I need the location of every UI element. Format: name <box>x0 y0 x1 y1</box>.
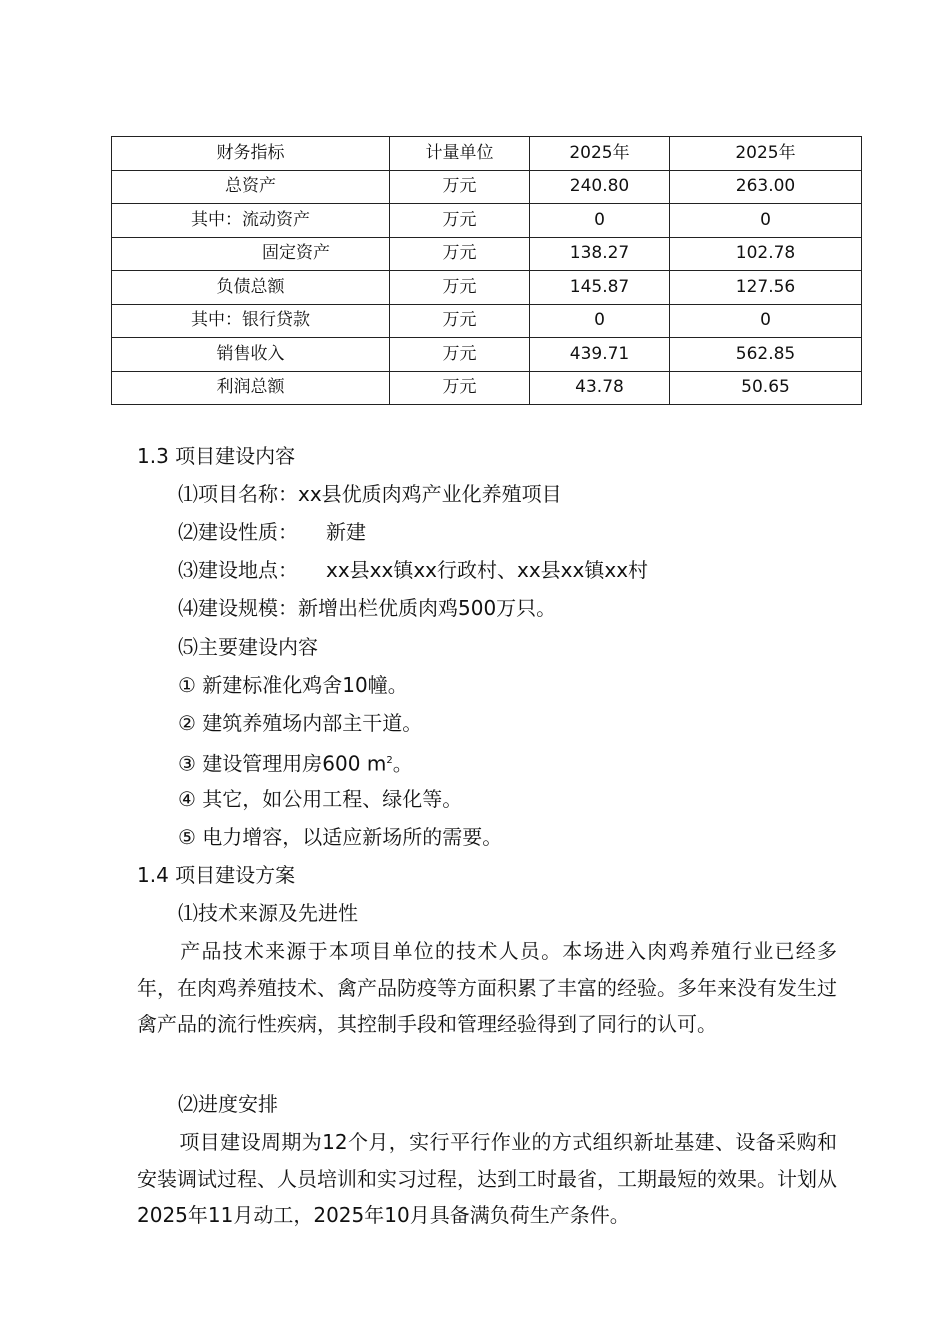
content-item-4: ④ 其它，如公用工程、绿化等。 <box>178 787 463 811</box>
main-content-heading: ⑸主要建设内容 <box>178 635 318 659</box>
content-item-3-end: 。 <box>392 751 413 776</box>
project-name-line: ⑴项目名称：xx县优质肉鸡产业化养殖项目 <box>178 482 562 506</box>
section-1-3-heading: 1.3 项目建设内容 <box>137 444 296 468</box>
row-value: 562.85 <box>670 338 862 372</box>
table-row <box>112 338 862 372</box>
construction-location-label: ⑶建设地点： <box>178 558 298 582</box>
row-unit: 万元 <box>390 204 530 238</box>
construction-nature-label: ⑵建设性质： <box>178 520 298 544</box>
construction-scale-line: ⑷建设规模：新增出栏优质肉鸡500万只。 <box>178 596 557 620</box>
row-value: 240.80 <box>530 170 670 204</box>
tech-source-text: 产品技术来源于本项目单位的技术人员。本场进入肉鸡养殖行业已经多年，在肉鸡养殖技术、禽产品防疫等方面积累了丰富的经验。多年来没有发生过禽产品的流行性疾病，其控制手段和管理经验得到了同行的认可。 <box>137 939 837 1036</box>
row-value: 127.56 <box>670 271 862 305</box>
row-unit: 万元 <box>390 304 530 338</box>
row-label: 总资产 <box>112 170 390 204</box>
table-row <box>112 204 862 238</box>
table-header-cell: 财务指标 <box>112 137 390 171</box>
table-header-cell: 2025年 <box>670 137 862 171</box>
content-item-3 <box>178 749 413 776</box>
row-value: 0 <box>530 304 670 338</box>
table-row <box>112 304 862 338</box>
row-unit: 万元 <box>390 271 530 305</box>
row-value: 0 <box>670 304 862 338</box>
table-header-row <box>112 137 862 171</box>
table-row <box>112 170 862 204</box>
row-unit: 万元 <box>390 237 530 271</box>
row-value: 138.27 <box>530 237 670 271</box>
schedule-text: 项目建设周期为12个月，实行平行作业的方式组织新址基建、设备采购和安装调试过程、人员培训和实习过程，达到工时最省，工期最短的效果。计划从2025年11月动工，2025年10月具备满负荷生产条件。 <box>137 1130 837 1227</box>
row-value: 263.00 <box>670 170 862 204</box>
content-item-5: ⑤ 电力增容，以适应新场所的需要。 <box>178 825 503 849</box>
row-unit: 万元 <box>390 338 530 372</box>
row-label: 销售收入 <box>112 338 390 372</box>
superscript-2: 2 <box>386 755 393 766</box>
tech-source-heading: ⑴技术来源及先进性 <box>178 901 358 925</box>
schedule-heading: ⑵进度安排 <box>178 1092 278 1116</box>
table-row <box>112 371 862 405</box>
construction-nature-value: 新建 <box>326 520 366 544</box>
table-header-cell: 计量单位 <box>390 137 530 171</box>
construction-location-value: xx县xx镇xx行政村、xx县xx镇xx村 <box>326 558 649 582</box>
tech-source-paragraph <box>137 933 837 1043</box>
row-value: 0 <box>670 204 862 238</box>
financial-indicators-table <box>111 136 862 405</box>
row-value: 439.71 <box>530 338 670 372</box>
content-item-3-text: ③ 建设管理用房600 m <box>178 751 387 776</box>
row-label: 利润总额 <box>112 371 390 405</box>
schedule-paragraph <box>137 1124 837 1234</box>
content-item-2: ② 建筑养殖场内部主干道。 <box>178 711 423 735</box>
row-label: 其中：银行贷款 <box>112 304 390 338</box>
row-value: 0 <box>530 204 670 238</box>
row-label: 负债总额 <box>112 271 390 305</box>
row-value: 145.87 <box>530 271 670 305</box>
row-label: 固定资产 <box>112 237 390 271</box>
row-label: 其中：流动资产 <box>112 204 390 238</box>
row-value: 43.78 <box>530 371 670 405</box>
row-unit: 万元 <box>390 170 530 204</box>
content-item-1: ① 新建标准化鸡舍10幢。 <box>178 673 408 697</box>
table-row <box>112 271 862 305</box>
table-row <box>112 237 862 271</box>
construction-location-line <box>178 558 648 582</box>
construction-nature-line <box>178 520 366 544</box>
row-value: 102.78 <box>670 237 862 271</box>
row-value: 50.65 <box>670 371 862 405</box>
section-1-4-heading: 1.4 项目建设方案 <box>137 863 296 887</box>
table-header-cell: 2025年 <box>530 137 670 171</box>
row-unit: 万元 <box>390 371 530 405</box>
